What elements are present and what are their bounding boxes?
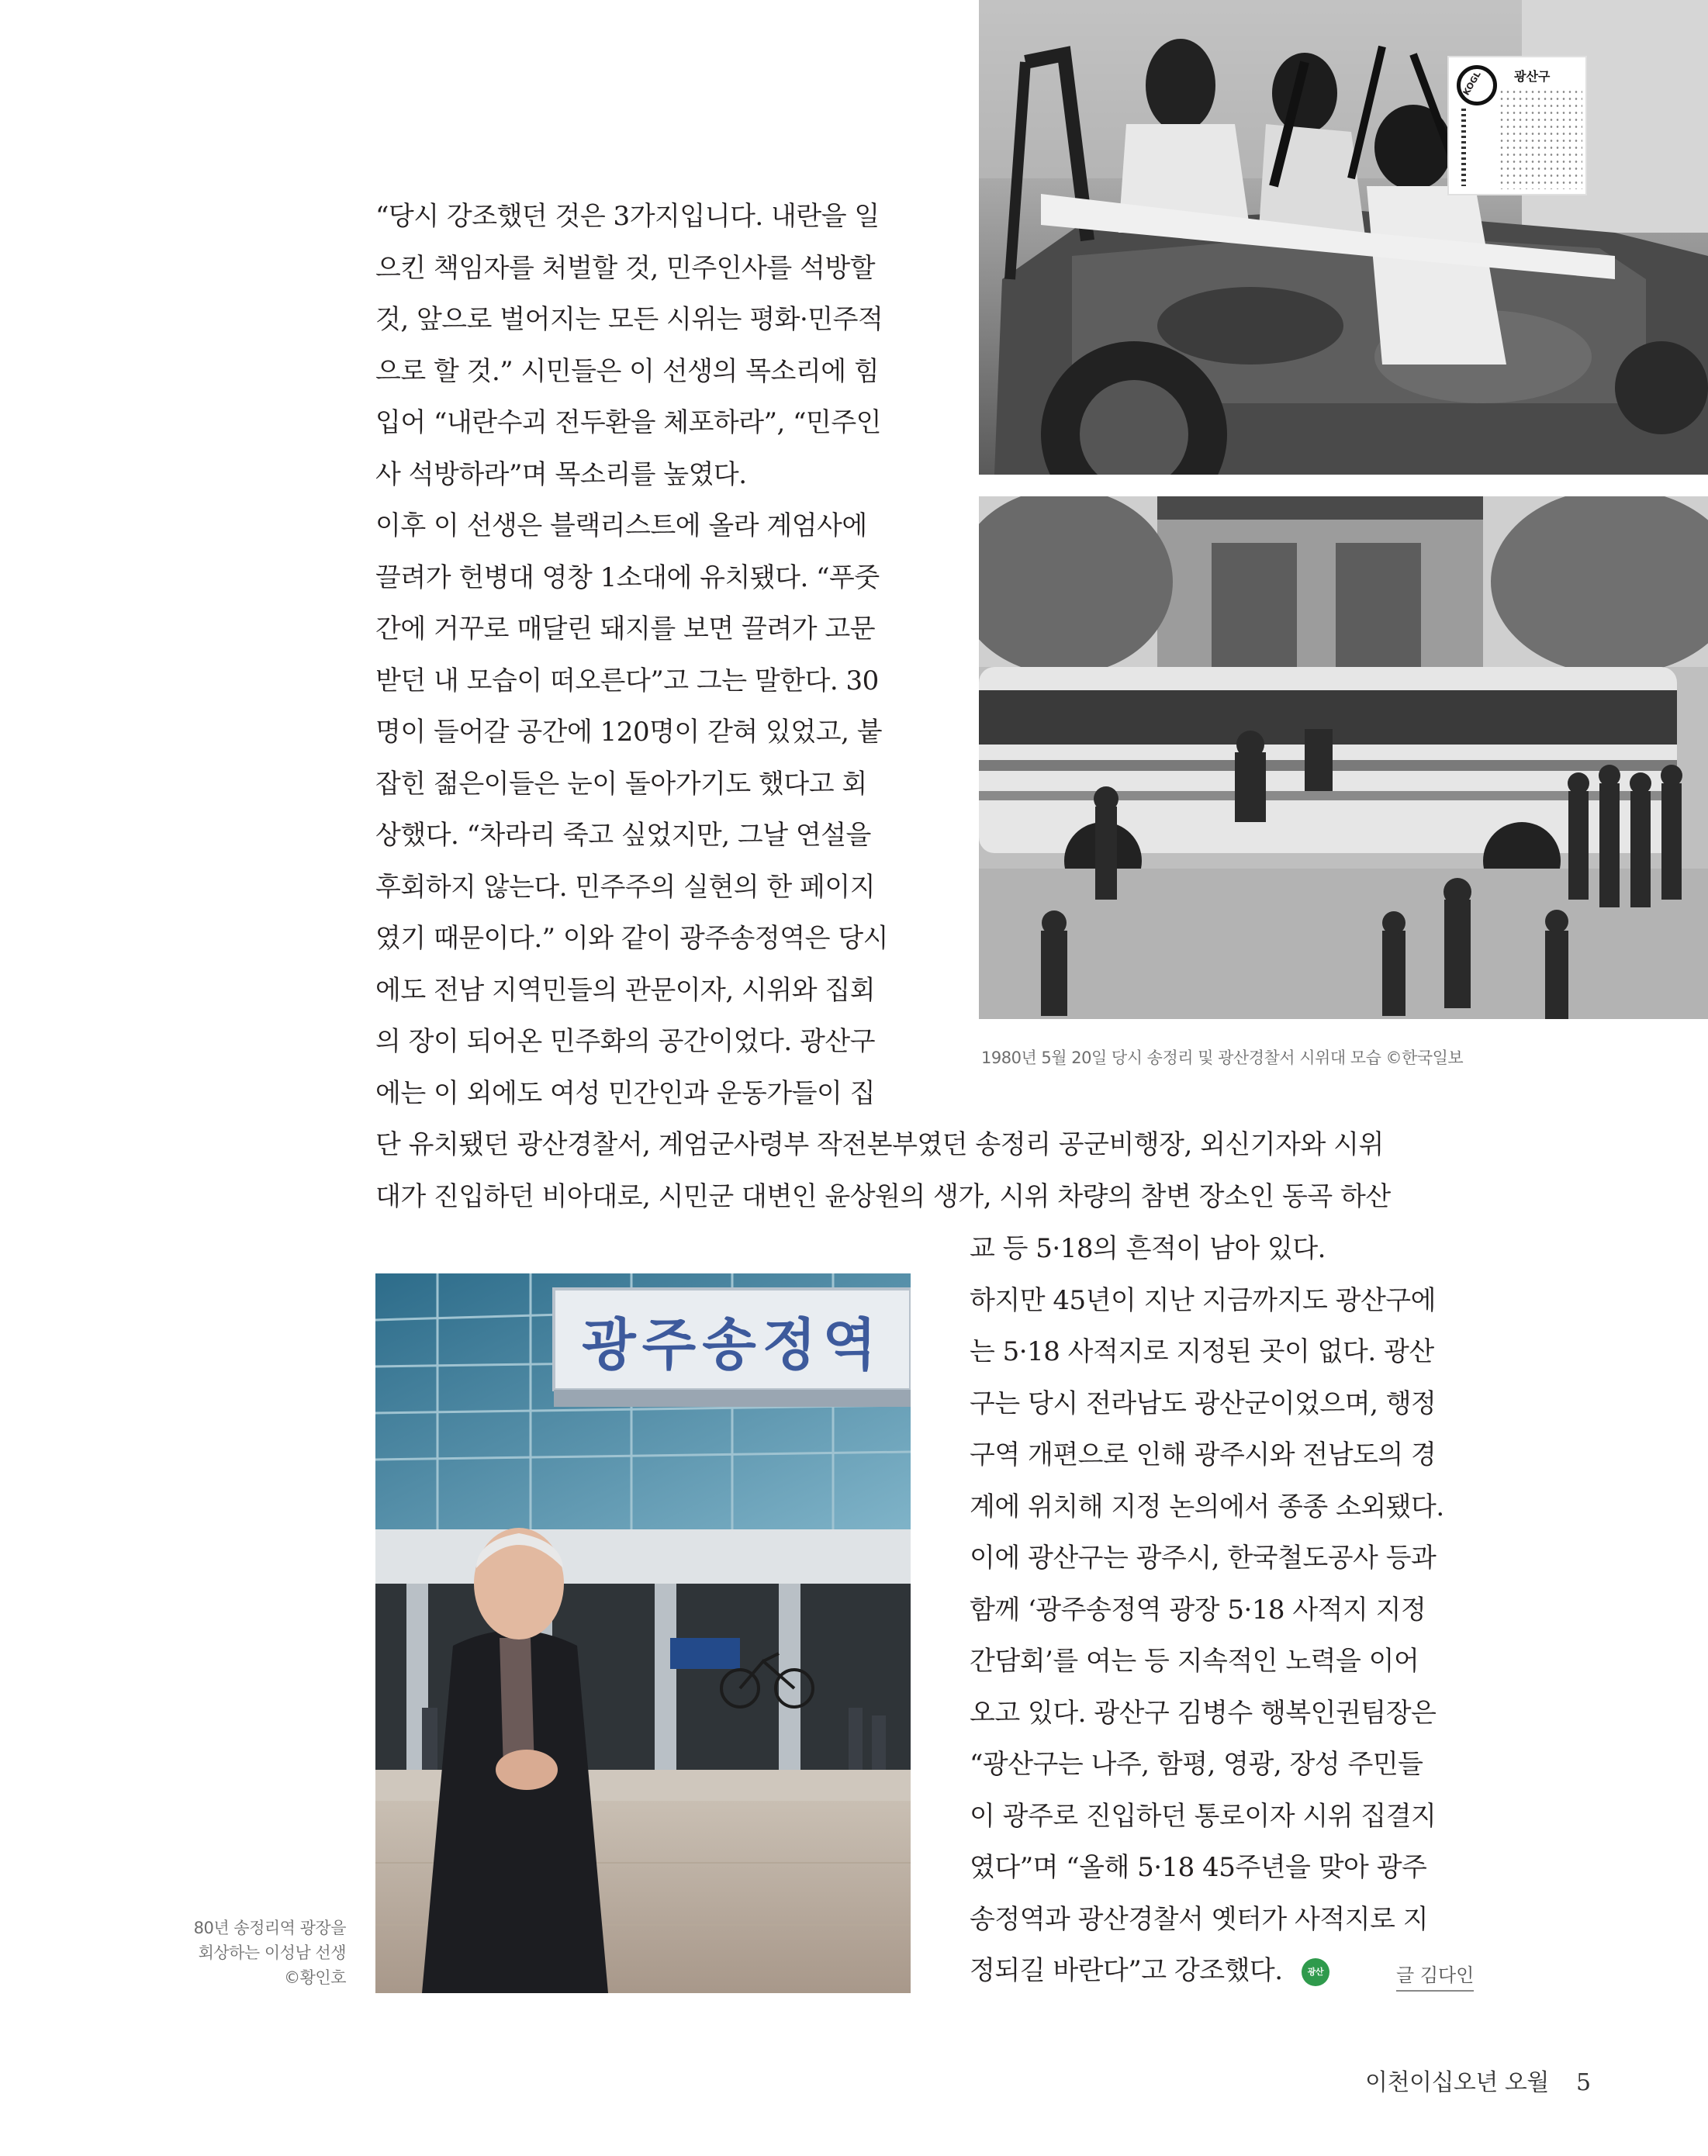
page-footer <box>1365 2063 1591 2097</box>
byline <box>1396 1960 1474 1992</box>
kogl-pattern <box>1499 88 1582 189</box>
end-mark-icon <box>1302 1958 1329 1986</box>
text-line: “당시 강조했던 것은 3가지입니다. 내란을 일 <box>375 201 880 232</box>
caption-line: 80년 송정리역 광장을 <box>193 1919 346 1937</box>
text-line: 것, 앞으로 벌어지는 모든 시위는 평화·민주적 <box>375 304 883 335</box>
photo-station-caption <box>155 1916 346 1990</box>
text-line: 함께 ‘광주송정역 광장 5·18 사적지 지정 <box>970 1594 1426 1626</box>
text-line: 에도 전남 지역민들의 관문이자, 시위와 집회 <box>375 974 876 1006</box>
text-line: 간담회’를 여는 등 지속적인 노력을 이어 <box>970 1646 1419 1677</box>
text-line: 였다”며 “올해 5·18 45주년을 맞아 광주 <box>970 1852 1427 1883</box>
caption-line: ©황인호 <box>284 1968 346 1987</box>
text-line: 단 유치됐던 광산경찰서, 계엄군사령부 작전본부였던 송정리 공군비행장, 외신기자와 시위 <box>375 1129 1384 1160</box>
text-line: 는 5·18 사적지로 지정된 곳이 없다. 광산 <box>970 1336 1434 1367</box>
text-line: 송정역과 광산경찰서 옛터가 사적지로 지 <box>970 1903 1429 1935</box>
text-line: 으킨 책임자를 처벌할 것, 민주인사를 석방할 <box>375 252 876 284</box>
text-line: 명이 들어갈 공간에 120명이 갇혀 있었고, 붙 <box>375 717 883 748</box>
article-full-width <box>375 1119 1477 1222</box>
article-col-right <box>970 1223 1482 1997</box>
byline-text: 글 김다인 <box>1396 1964 1475 1986</box>
text-line: 으로 할 것.” 시민들은 이 선생의 목소리에 힘 <box>375 355 880 387</box>
issue-label: 이천이십오년 오월 <box>1365 2069 1549 2096</box>
photo-bus-caption: 1980년 5월 20일 당시 송정리 및 광산경찰서 시위대 모습 ©한국일보 <box>981 1049 1464 1067</box>
text-line: 이후 이 선생은 블랙리스트에 올라 계엄사에 <box>375 510 867 541</box>
text-line: 의 장이 되어온 민주화의 공간이었다. 광산구 <box>375 1026 876 1057</box>
text-line: 계에 위치해 지정 논의에서 종종 소외됐다. <box>970 1491 1444 1522</box>
article-col-left <box>375 191 931 1119</box>
text-line: 대가 진입하던 비아대로, 시민군 대변인 윤상원의 생가, 시위 차량의 참변 장소인 동곡 하산 <box>375 1180 1391 1212</box>
page-number: 5 <box>1575 2069 1591 2096</box>
text-line: 에는 이 외에도 여성 민간인과 운동가들이 집 <box>375 1077 876 1109</box>
text-line: 후회하지 않는다. 민주주의 실현의 한 페이지 <box>375 871 876 903</box>
caption-line: 회상하는 이성남 선생 <box>198 1944 346 1962</box>
photo-bus <box>979 496 1708 1019</box>
text-line: 교 등 5·18의 흔적이 남아 있다. <box>970 1233 1326 1264</box>
photo-bus-illustration <box>979 496 1708 1019</box>
photo-station-illustration <box>375 1273 911 1993</box>
text-line: “광산구는 나주, 함평, 영광, 장성 주민들 <box>970 1749 1423 1780</box>
text-line: 구는 당시 전라남도 광산군이었으며, 행정 <box>970 1387 1437 1419</box>
text-line: 이에 광산구는 광주시, 한국철도공사 등과 <box>970 1543 1437 1574</box>
photo-jeep-illustration <box>979 0 1708 475</box>
end-mark-text: 광산 <box>1307 1967 1324 1977</box>
kogl-logo-text: KOGL <box>1461 69 1483 98</box>
text-line: 구역 개편으로 인해 광주시와 전남도의 경 <box>970 1439 1437 1470</box>
text-line: 받던 내 모습이 떠오른다”고 그는 말한다. 30 <box>375 665 879 696</box>
kogl-badge <box>1447 56 1587 195</box>
text-line: 끌려가 헌병대 영창 1소대에 유치됐다. “푸줏 <box>375 561 880 593</box>
text-line: 입어 “내란수괴 전두환을 체포하라”, “민주인 <box>375 407 882 438</box>
text-line: 잡힌 젊은이들은 눈이 돌아가기도 했다고 회 <box>375 768 867 800</box>
text-line: 이 광주로 진입하던 통로이자 시위 집결지 <box>970 1800 1437 1832</box>
text-line: 오고 있다. 광산구 김병수 행복인권팀장은 <box>970 1697 1437 1729</box>
text-line: 사 석방하라”며 목소리를 높였다. <box>375 458 747 490</box>
photo-station <box>375 1273 911 1993</box>
kogl-type-label: 광산구 <box>1514 69 1551 84</box>
text-line: 하지만 45년이 지난 지금까지도 광산구에 <box>970 1284 1436 1316</box>
text-line: 였기 때문이다.” 이와 같이 광주송정역은 당시 <box>375 923 888 954</box>
photo-jeep <box>979 0 1708 475</box>
kogl-vertical-mark <box>1461 109 1466 186</box>
station-sign-text: 광주송정역 <box>582 1312 883 1377</box>
text-line: 상했다. “차라리 죽고 싶었지만, 그날 연설을 <box>375 820 871 851</box>
text-line: 간에 거꾸로 매달린 돼지를 보면 끌려가 고문 <box>375 613 876 644</box>
kogl-logo-icon <box>1457 65 1497 105</box>
text-line: 정되길 바란다”고 강조했다. <box>970 1955 1283 1986</box>
